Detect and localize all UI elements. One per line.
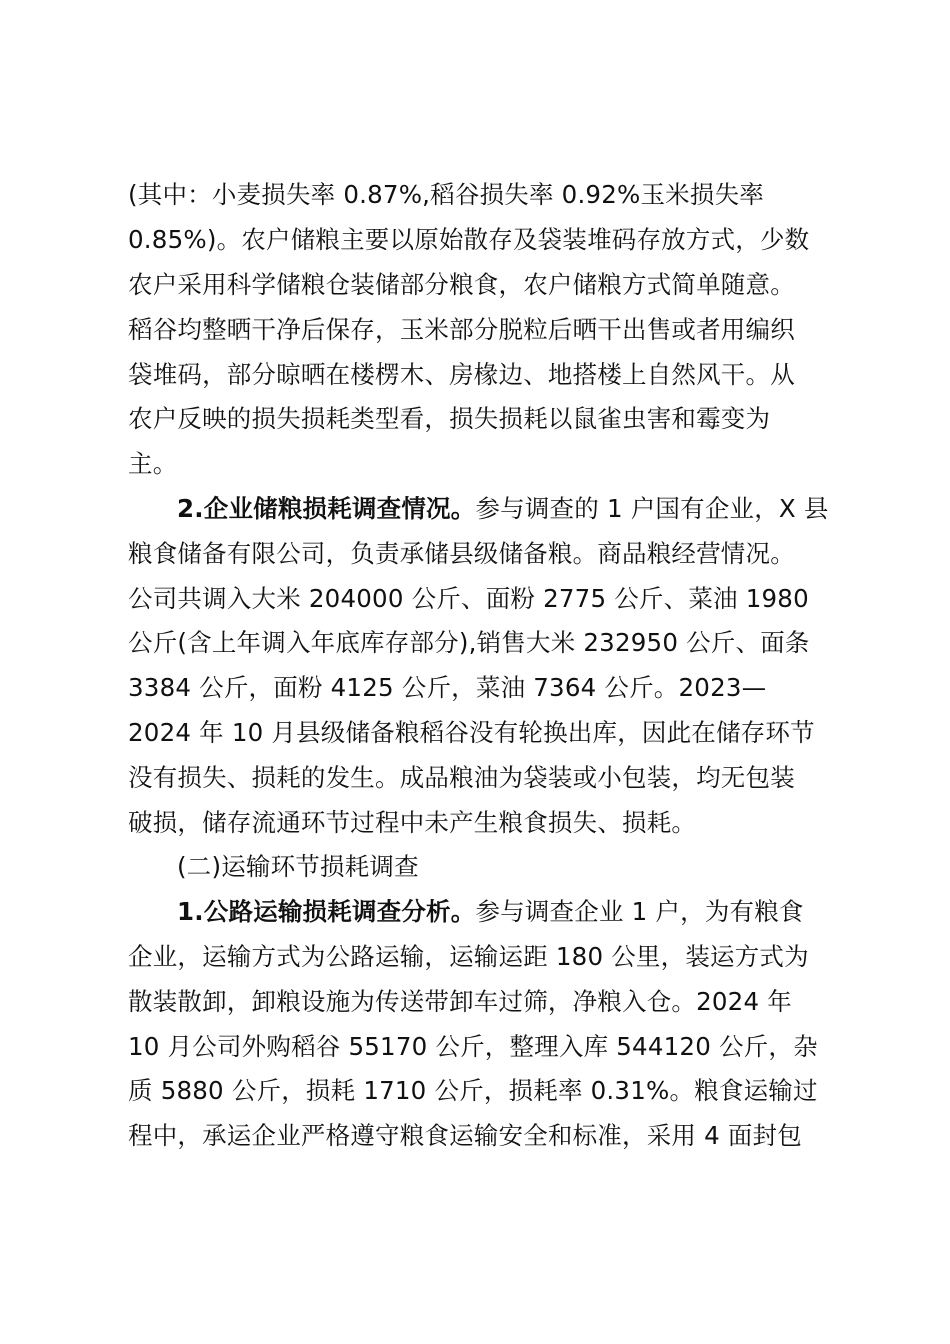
paragraph-line: 粮食储备有限公司，负责承储县级储备粮。商品粮经营情况。 <box>128 539 795 568</box>
paragraph-line: (其中：小麦损失率 0.87%,稻谷损失率 0.92%玉米损失率 <box>128 180 764 209</box>
paragraph-line: 质 5880 公斤，损耗 1710 公斤，损耗率 0.31%。粮食运输过 <box>128 1076 818 1105</box>
paragraph-line: 没有损失、损耗的发生。成品粮油为袋装或小包装，均无包装 <box>128 763 795 792</box>
paragraph-line: 公斤(含上年调入年底库存部分),销售大米 232950 公斤、面条 <box>128 628 810 657</box>
paragraph-line: 程中，承运企业严格遵守粮食运输安全和标准，采用 4 面封包 <box>128 1121 802 1150</box>
paragraph-line: 袋堆码，部分晾晒在楼楞木、房椽边、地搭楼上自然风干。从 <box>128 360 795 389</box>
paragraph-line: 3384 公斤，面粉 4125 公斤，菜油 7364 公斤。2023— <box>128 673 767 702</box>
paragraph-line: 2024 年 10 月县级储备粮稻谷没有轮换出库，因此在储存环节 <box>128 718 815 747</box>
paragraph-line: 散装散卸，卸粮设施为传送带卸车过筛，净粮入仓。2024 年 <box>128 987 792 1016</box>
paragraph-line: 破损，储存流通环节过程中未产生粮食损失、损耗。 <box>128 808 697 837</box>
section-body: 参与调查的 1 户国有企业，X 县 <box>475 494 829 523</box>
section-1-line <box>177 897 804 927</box>
paragraph-line: 公司共调入大米 204000 公斤、面粉 2775 公斤、菜油 1980 <box>128 584 809 613</box>
paragraph-line: 0.85%)。农户储粮主要以原始散存及袋装堆码存放方式，少数 <box>128 225 810 254</box>
section-heading: 2.企业储粮损耗调查情况。 <box>177 494 476 523</box>
paragraph-line: 主。 <box>128 449 178 478</box>
paragraph-line: 农户采用科学储粮仓装储部分粮食，农户储粮方式简单随意。 <box>128 270 795 299</box>
subsection-title: (二)运输环节损耗调查 <box>177 852 419 881</box>
paragraph-line: 企业，运输方式为公路运输，运输运距 180 公里，装运方式为 <box>128 942 809 971</box>
paragraph-line: 稻谷均整晒干净后保存，玉米部分脱粒后晒干出售或者用编织 <box>128 315 795 344</box>
section-body: 参与调查企业 1 户，为有粮食 <box>475 897 804 926</box>
section-heading: 1.公路运输损耗调查分析。 <box>177 897 476 926</box>
paragraph-line: 农户反映的损失损耗类型看，损失损耗以鼠雀虫害和霉变为 <box>128 404 771 433</box>
paragraph-line: 10 月公司外购稻谷 55170 公斤，整理入库 544120 公斤，杂 <box>128 1032 818 1061</box>
section-2-line <box>177 494 829 524</box>
